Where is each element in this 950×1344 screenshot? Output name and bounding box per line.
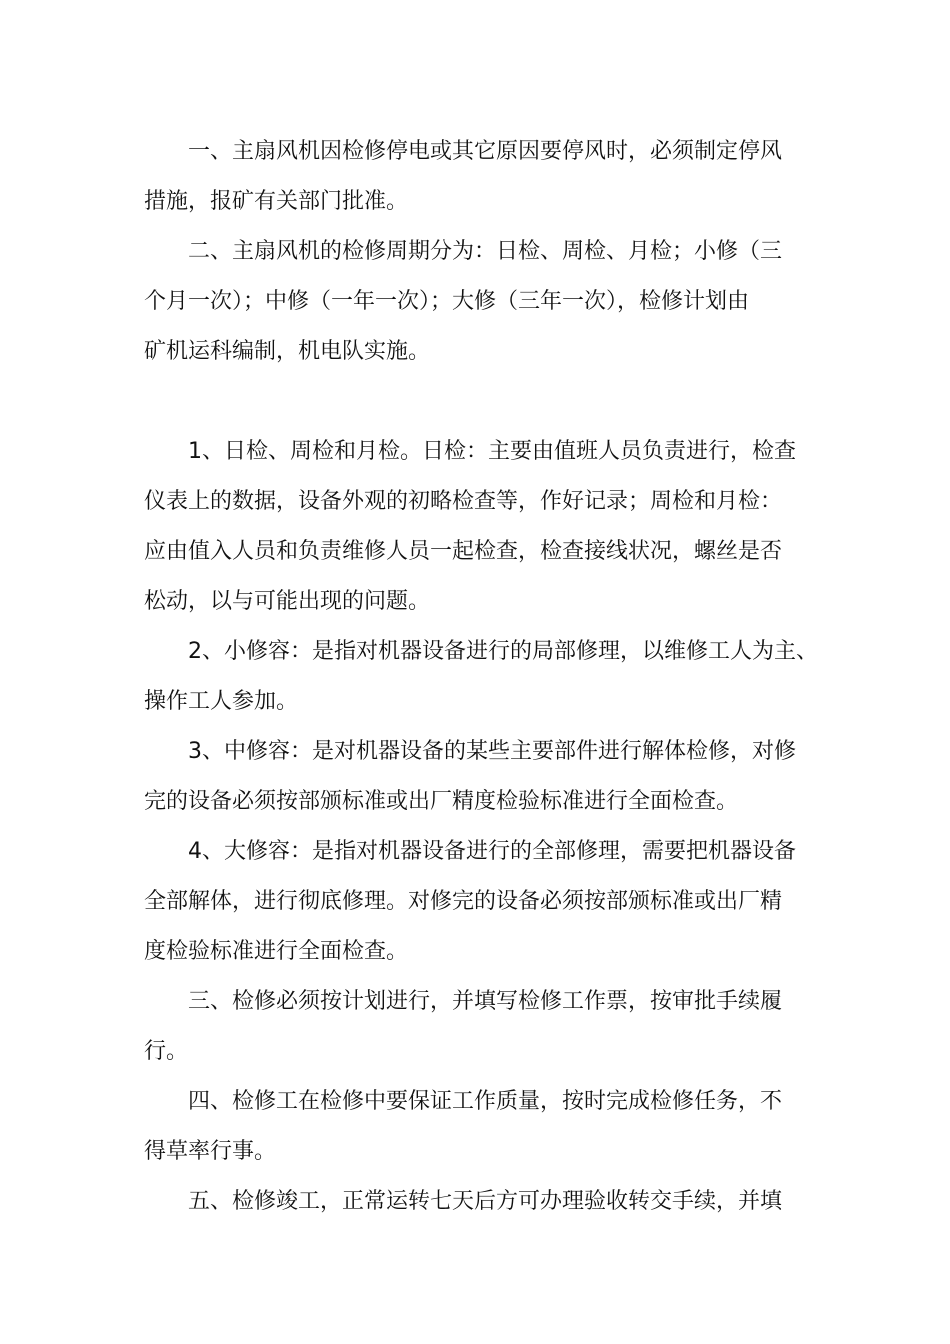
text-line: 4、大修容：是指对机器设备进行的全部修理，需要把机器设备 <box>188 839 796 864</box>
text-line: 二、主扇风机的检修周期分为：日检、周检、月检；小修（三 <box>188 239 783 264</box>
paragraph-3 <box>144 427 816 627</box>
text-line: 一、主扇风机因检修停电或其它原因要停风时，必须制定停风 <box>188 139 783 164</box>
text-line: 2、小修容：是指对机器设备进行的局部修理，以维修工人为主、 <box>188 639 818 664</box>
text-line: 3、中修容：是对机器设备的某些主要部件进行解体检修，对修 <box>188 739 796 764</box>
text-line: 度检验标准进行全面检查。 <box>144 939 409 964</box>
text-line: 全部解体，进行彻底修理。对修完的设备必须按部颁标准或出厂精 <box>144 889 783 914</box>
text-line: 1、日检、周检和月检。日检：主要由值班人员负责进行，检查 <box>188 439 796 464</box>
text-line: 四、检修工在检修中要保证工作质量，按时完成检修任务，不 <box>188 1089 783 1114</box>
paragraph-1 <box>144 127 816 227</box>
text-line: 操作工人参加。 <box>144 689 299 714</box>
text-line: 行。 <box>144 1039 189 1064</box>
text-line: 应由值入人员和负责维修人员一起检查，检查接线状况，螺丝是否 <box>144 539 783 564</box>
paragraph-4 <box>144 627 816 727</box>
text-line: 个月一次）；中修（一年一次）；大修（三年一次），检修计划由 <box>144 289 750 314</box>
text-line: 仪表上的数据，设备外观的初略检查等，作好记录；周检和月检： <box>144 489 783 514</box>
text-line: 松动，以与可能出现的问题。 <box>144 589 431 614</box>
paragraph-5 <box>144 727 816 827</box>
text-line: 矿机运科编制，机电队实施。 <box>144 339 431 364</box>
text-line: 五、检修竣工，正常运转七天后方可办理验收转交手续，并填 <box>188 1189 783 1214</box>
paragraph-9 <box>144 1177 816 1227</box>
text-line: 措施，报矿有关部门批准。 <box>144 189 409 214</box>
document-body <box>144 127 816 1227</box>
paragraph-6 <box>144 827 816 977</box>
text-line: 三、检修必须按计划进行，并填写检修工作票，按审批手续履 <box>188 989 783 1014</box>
text-line: 得草率行事。 <box>144 1139 277 1164</box>
text-line: 完的设备必须按部颁标准或出厂精度检验标准进行全面检查。 <box>144 789 739 814</box>
blank-line <box>144 377 816 427</box>
paragraph-8 <box>144 1077 816 1177</box>
paragraph-2 <box>144 227 816 377</box>
paragraph-7 <box>144 977 816 1077</box>
